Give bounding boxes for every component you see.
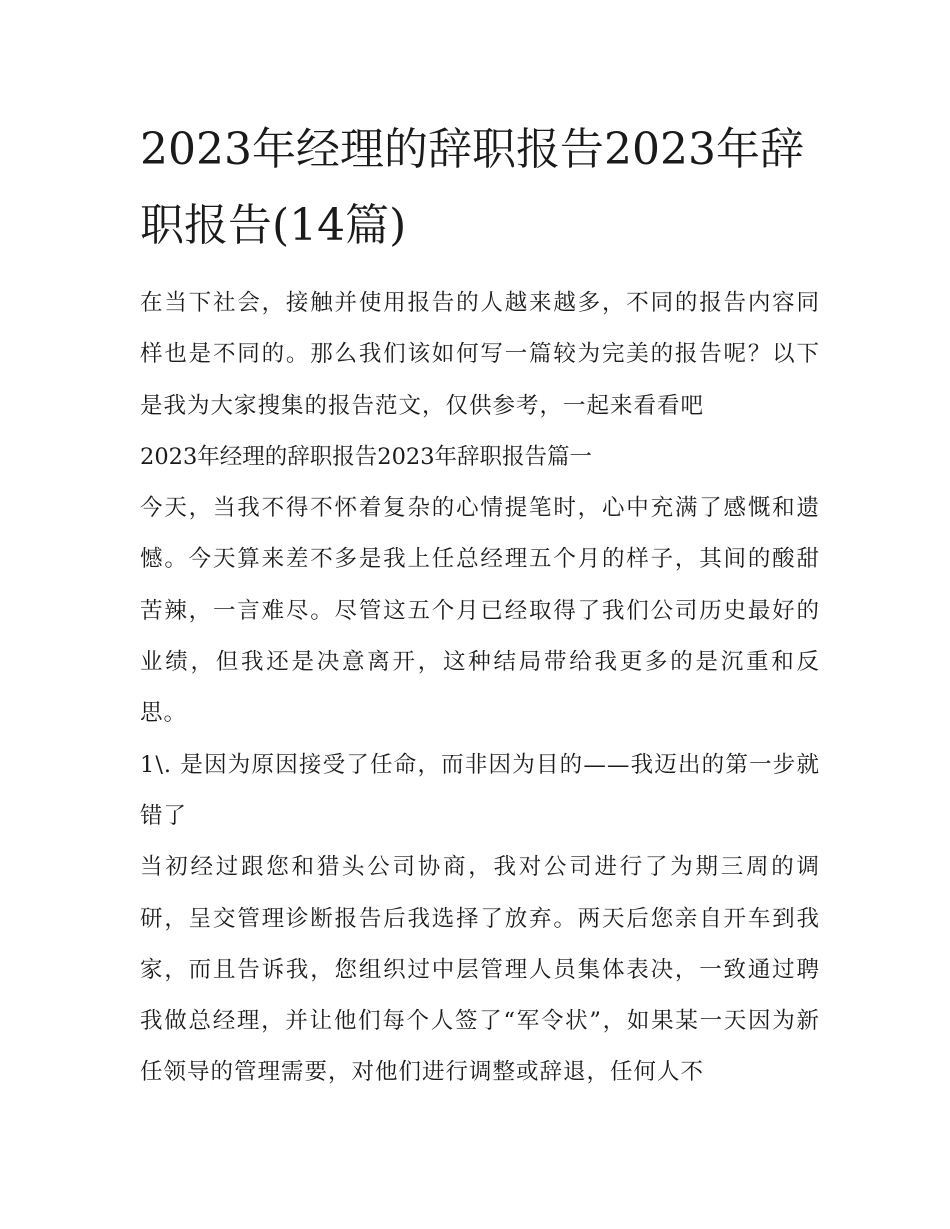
numbered-point: 1\. 是因为原因接受了任命，而非因为目的——我迈出的第一步就错了: [140, 751, 820, 829]
body-paragraph: 当初经过跟您和猎头公司协商，我对公司进行了为期三周的调研，呈交管理诊断报告后我选择了放弃。两天后您亲自开车到我家，而且告诉我，您组织过中层管理人员集体表决，一致通过聘我做总经理，并让他们每个人签了“军令状”，如果某一天因为新任领导的管理需要，对他们进行调整或辞退，任何人不: [140, 854, 820, 1086]
section-heading: 2023年经理的辞职报告2023年辞职报告篇一: [140, 443, 593, 470]
document-title: 2023年经理的辞职报告2023年辞职报告(14篇): [140, 124, 804, 251]
document-body: [140, 112, 820, 1099]
intro-paragraph: 在当下社会，接触并使用报告的人越来越多，不同的报告内容同样也是不同的。那么我们该如何写一篇较为完美的报告呢？以下是我为大家搜集的报告范文，仅供参考，一起来看看吧: [140, 290, 820, 419]
body-paragraph: 今天，当我不得不怀着复杂的心情提笔时，心中充满了感慨和遗憾。今天算来差不多是我上任总经理五个月的样子，其间的酸甜苦辣，一言难尽。尽管这五个月已经取得了我们公司历史最好的业绩，但我还是决意离开，这种结局带给我更多的是沉重和反思。: [140, 495, 820, 727]
